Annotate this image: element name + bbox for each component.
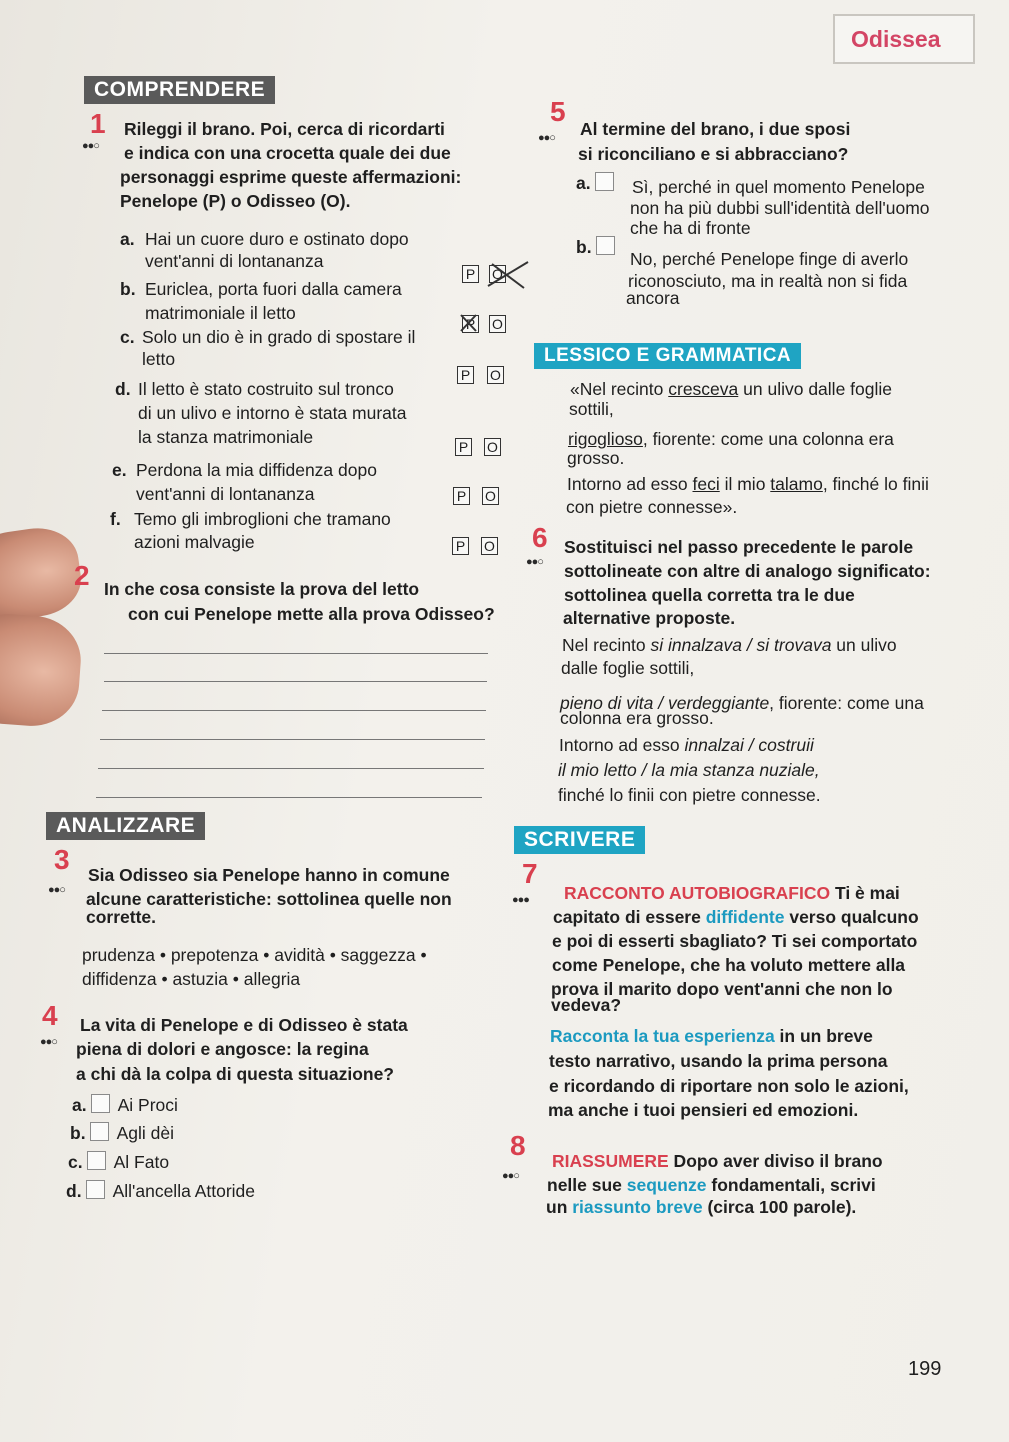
handwritten-cross-mark — [484, 258, 534, 290]
q1e-letter: e. — [112, 460, 127, 480]
q4-number: 4 — [42, 1000, 58, 1031]
q3-options-line2[interactable]: diffidenza • astuzia • allegria — [82, 969, 301, 989]
q1c-line2: letto — [142, 349, 176, 369]
difficulty-dots: ●●● — [512, 894, 529, 906]
difficulty-dots: ●●○ — [538, 132, 555, 144]
q6-passage7: finché lo finii con pietre connesse. — [558, 785, 821, 805]
q3-line3: corrette. — [86, 907, 157, 927]
q7-line5: prova il marito dopo vent'anni che non lo — [551, 979, 893, 999]
q3-line1: Sia Odisseo sia Penelope hanno in comune — [88, 865, 450, 885]
q6-line4: alternative proposte. — [563, 608, 736, 628]
q7-line4: come Penelope, che ha voluto mettere alla — [552, 955, 906, 975]
q2-line1: In che cosa consiste la prova del letto — [104, 579, 420, 599]
q1d-letter: d. — [115, 379, 131, 399]
difficulty-dots: ●●○ — [40, 1036, 57, 1048]
q1f-line1: Temo gli imbroglioni che tramano — [134, 509, 391, 529]
q6-number: 6 — [532, 522, 548, 553]
q1b-line1: Euriclea, porta fuori dalla camera — [145, 279, 402, 299]
q1-line4: Penelope (P) o Odisseo (O). — [120, 191, 351, 211]
q8-line3: un riassunto breve (circa 100 parole). — [546, 1197, 857, 1217]
q6-passage2: dalle foglie sottili, — [561, 658, 695, 678]
q7-line3: e poi di esserti sbagliato? Ti sei comportato — [552, 931, 918, 951]
difficulty-dots: ●●○ — [526, 556, 543, 568]
section-analizzare: ANALIZZARE — [46, 812, 205, 840]
q4-option-d[interactable]: d. All'ancella Attoride — [66, 1181, 256, 1201]
q1c-o-box[interactable]: O — [487, 366, 504, 384]
book-title-box — [833, 14, 975, 64]
q7-line8: testo narrativo, usando la prima persona — [549, 1051, 888, 1071]
q1a-o-box[interactable]: O — [489, 265, 506, 283]
q3-line2: alcune caratteristiche: sottolinea quelle non — [86, 889, 452, 909]
checkbox[interactable] — [595, 172, 614, 191]
q1b-line2: matrimoniale il letto — [145, 303, 296, 323]
q1-line2: e indica con una crocetta quale dei due — [124, 143, 451, 163]
q1-line3: personaggi esprime queste affermazioni: — [120, 167, 462, 187]
q1c-letter: c. — [120, 327, 135, 347]
q5a-line2: non ha più dubbi sull'identità dell'uomo — [630, 198, 930, 218]
q1f-p-box[interactable]: P — [452, 537, 469, 555]
q6-passage4: colonna era grosso. — [560, 708, 714, 728]
q5-line2: si riconciliano e si abbracciano? — [578, 144, 849, 164]
q1-line1: Rileggi il brano. Poi, cerca di ricordarti — [124, 119, 445, 139]
finger-bottom — [0, 611, 84, 729]
q6-passage6[interactable]: il mio letto / la mia stanza nuziale, — [558, 760, 820, 780]
q5-number: 5 — [550, 96, 566, 127]
checkbox[interactable] — [596, 236, 615, 255]
q1d-line2: di un ulivo e intorno è stata murata — [138, 403, 407, 423]
q8-number: 8 — [510, 1130, 526, 1161]
answer-line[interactable] — [104, 653, 488, 654]
q1e-p-box[interactable]: P — [453, 487, 470, 505]
answer-line[interactable] — [98, 768, 484, 769]
checkbox[interactable] — [90, 1122, 109, 1141]
q2-number: 2 — [74, 560, 90, 591]
answer-line[interactable] — [100, 739, 485, 740]
q7-line7: Racconta la tua esperienza in un breve — [550, 1026, 873, 1046]
q5-line1: Al termine del brano, i due sposi — [580, 119, 851, 139]
answer-line[interactable] — [104, 681, 487, 682]
q1b-letter: b. — [120, 279, 136, 299]
q6-passage1[interactable]: Nel recinto si innalzava / si trovava un ulivo — [562, 635, 897, 655]
checkbox[interactable] — [87, 1151, 106, 1170]
finger-top — [0, 523, 86, 625]
q7-line6: vedeva? — [551, 995, 622, 1015]
q1a-line2: vent'anni di lontananza — [145, 251, 324, 271]
difficulty-dots: ●●○ — [502, 1170, 519, 1182]
q3-number: 3 — [54, 844, 70, 875]
q1d-p-box[interactable]: P — [455, 438, 472, 456]
q7-line10: ma anche i tuoi pensieri ed emozioni. — [548, 1100, 859, 1120]
q1e-o-box[interactable]: O — [482, 487, 499, 505]
q1c-line1: Solo un dio è in grado di spostare il — [142, 327, 416, 347]
q7-line1: RACCONTO AUTOBIOGRAFICO Ti è mai — [564, 883, 900, 903]
q1f-line2: azioni malvagie — [134, 532, 255, 552]
difficulty-dots: ●●○ — [82, 140, 99, 152]
q4-line2: piena di dolori e angosce: la regina — [76, 1039, 369, 1059]
page-number: 199 — [908, 1358, 942, 1380]
q4-option-a[interactable]: a. Ai Proci — [72, 1095, 178, 1115]
section-lessico-grammatica: LESSICO E GRAMMATICA — [534, 343, 801, 369]
q7-line2: capitato di essere diffidente verso qualcuno — [553, 907, 919, 927]
difficulty-dots: ●●○ — [48, 884, 65, 896]
q1a-line1: Hai un cuore duro e ostinato dopo — [145, 229, 409, 249]
checkbox[interactable] — [86, 1180, 105, 1199]
q6-line1: Sostituisci nel passo precedente le parole — [564, 537, 914, 557]
quote-line3: rigoglioso, fiorente: come una colonna era — [568, 429, 894, 449]
q1e-line2: vent'anni di lontananza — [136, 484, 315, 504]
q4-option-c[interactable]: c. Al Fato — [68, 1152, 170, 1172]
q1f-o-box[interactable]: O — [481, 537, 498, 555]
q3-options-line1[interactable]: prudenza • prepotenza • avidità • saggezza • — [82, 945, 427, 965]
q5b-line1: No, perché Penelope finge di averlo — [630, 249, 909, 269]
q5-option-b[interactable]: b. — [576, 236, 623, 258]
q1e-line1: Perdona la mia diffidenza dopo — [136, 460, 377, 480]
book-title: Odissea — [851, 26, 941, 52]
q1d-line3: la stanza matrimoniale — [138, 427, 314, 447]
quote-line5: Intorno ad esso feci il mio talamo, finché lo finii — [567, 474, 929, 494]
q6-line3: sottolinea quella corretta tra le due — [564, 585, 855, 605]
q4-line3: a chi dà la colpa di questa situazione? — [76, 1064, 394, 1084]
q4-line1: La vita di Penelope e di Odisseo è stata — [80, 1015, 408, 1035]
q1c-p-box[interactable]: P — [457, 366, 474, 384]
q4-option-b[interactable]: b. Agli dèi — [70, 1123, 174, 1143]
answer-line[interactable] — [102, 710, 486, 711]
q7-line9: e ricordando di riportare non solo le azioni, — [549, 1076, 909, 1096]
q6-line2: sottolineate con altre di analogo significato: — [564, 561, 931, 581]
q6-passage3[interactable]: pieno di vita / verdeggiante, fiorente: come una — [560, 693, 924, 713]
q1d-o-box[interactable]: O — [484, 438, 501, 456]
q1a-letter: a. — [120, 229, 135, 249]
q1b-p-box[interactable]: P — [462, 315, 479, 333]
q1a-p-box[interactable]: P — [462, 265, 479, 283]
checkbox[interactable] — [91, 1094, 110, 1113]
q8-line1: RIASSUMERE Dopo aver diviso il brano — [552, 1151, 883, 1171]
q5b-line2: riconosciuto, ma in realtà non si fida — [628, 271, 908, 291]
quote-line6: con pietre connesse». — [566, 497, 738, 517]
answer-line[interactable] — [96, 797, 482, 798]
q1-number: 1 — [90, 108, 106, 139]
q5a-line1: Sì, perché in quel momento Penelope — [632, 177, 925, 197]
quote-line4: grosso. — [567, 448, 625, 468]
quote-line2: sottili, — [569, 399, 614, 419]
q8-line2: nelle sue sequenze fondamentali, scrivi — [547, 1175, 876, 1195]
section-scrivere: SCRIVERE — [514, 826, 645, 854]
q5b-line3: ancora — [626, 288, 680, 308]
q1d-line1: Il letto è stato costruito sul tronco — [138, 379, 394, 399]
section-comprendere: COMPRENDERE — [84, 76, 275, 104]
handwritten-check-mark — [458, 311, 482, 335]
q1b-o-box[interactable]: O — [489, 315, 506, 333]
q2-line2: con cui Penelope mette alla prova Odisseo? — [128, 604, 495, 624]
q7-number: 7 — [522, 858, 538, 889]
quote-line1: «Nel recinto cresceva un ulivo dalle foglie — [570, 379, 892, 399]
q5-option-a[interactable]: a. — [576, 172, 622, 194]
q6-passage5[interactable]: Intorno ad esso innalzai / costruii — [559, 735, 814, 755]
q1f-letter: f. — [110, 509, 121, 529]
q5a-line3: che ha di fronte — [630, 218, 751, 238]
